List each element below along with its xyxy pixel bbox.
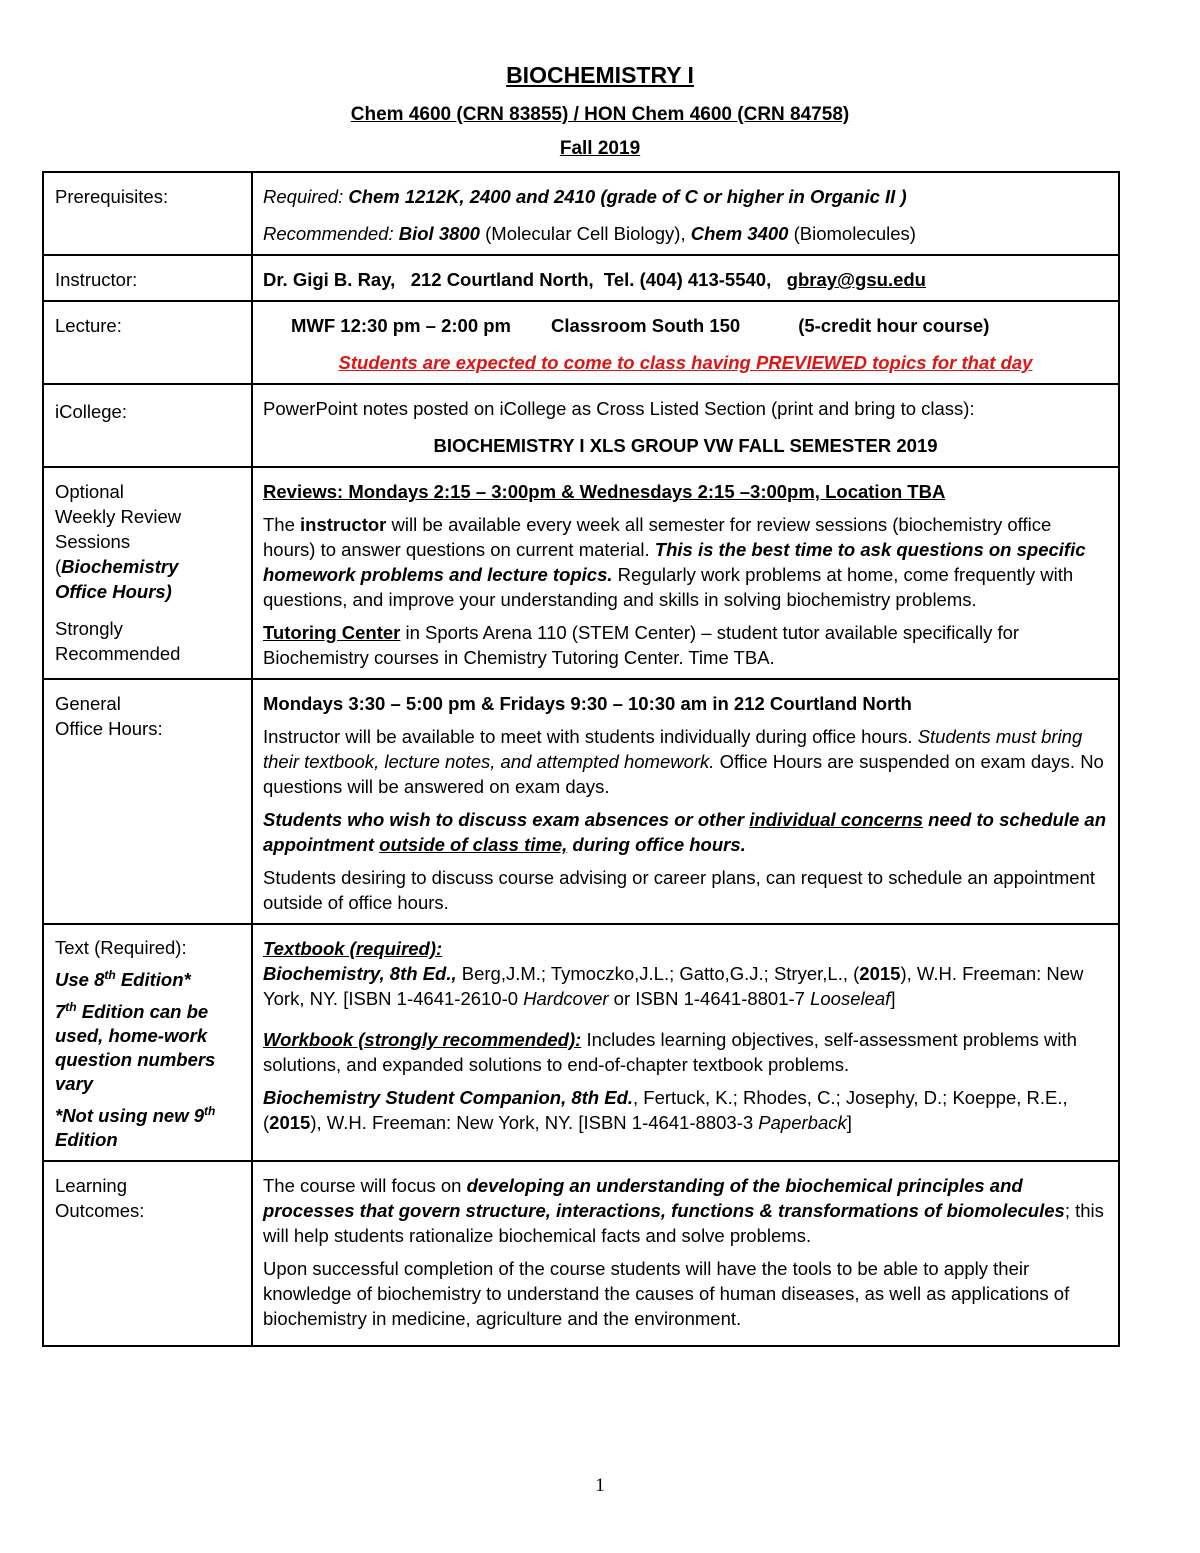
office-label — [43, 679, 252, 924]
text-label-3-sup: th — [65, 999, 77, 1014]
review-label-3: Sessions — [55, 531, 131, 552]
rec-biol: Biol 3800 — [398, 223, 480, 244]
icollege-text: PowerPoint notes posted on iCollege as Cross Listed Section (print and bring to class): — [263, 398, 975, 419]
textbook-looseleaf: Looseleaf — [810, 988, 891, 1009]
office-paragraph-3: Students desiring to discuss course advising or career plans, can request to schedule an appointment outside of office hours. — [263, 867, 1095, 913]
office-label-2: Office Hours: — [55, 718, 163, 739]
page-number: 1 — [595, 1475, 605, 1496]
review-label-2: Weekly Review — [55, 506, 182, 527]
review-p1-e: Regularly work problems at home, come frequently with questions, and improve your understanding and skills in solving biochemistry problems. — [263, 564, 1074, 610]
lecture-room: Classroom South 150 — [551, 315, 741, 336]
page-title: BIOCHEMISTRY I — [506, 62, 694, 88]
outcomes-p1-c: ; this will help students rationalize biochemical facts and solve problems. — [263, 1200, 1104, 1246]
office-p2-b: individual concerns — [749, 809, 924, 830]
lecture-content — [252, 301, 1119, 384]
rec-chem: Chem 3400 — [690, 223, 789, 244]
outcomes-label-1: Learning — [55, 1175, 128, 1196]
review-label-4-text: Biochemistry — [61, 556, 179, 577]
outcomes-row — [43, 1161, 1119, 1346]
companion-publisher: ), W.H. Freeman: New York, NY. [ISBN 1-4641-8803-3 — [310, 1112, 759, 1133]
companion-end: ] — [846, 1112, 852, 1133]
office-p2-d: outside of class time, — [379, 834, 568, 855]
office-p1-b: Students must bring their textbook, lecture notes, and attempted homework. — [263, 726, 1083, 772]
tutoring-center: Tutoring Center — [263, 622, 401, 643]
review-content — [252, 467, 1119, 679]
instructor-info: Dr. Gigi B. Ray, 212 Courtland North, Tel. (404) 413-5540, — [263, 269, 787, 290]
text-label-3 — [55, 1000, 242, 1096]
req-courses: Chem 1212K, 2400 and 2410 (grade of C or higher in Organic II ) — [348, 186, 907, 207]
office-paragraph-2 — [263, 807, 1108, 857]
rec-prefix: Recommended: — [263, 223, 399, 244]
prereq-required — [263, 184, 1108, 209]
text-content — [252, 924, 1119, 1161]
text-label-2-sup: th — [104, 967, 116, 982]
textbook-or: or ISBN 1-4641-8801-7 — [608, 988, 811, 1009]
icollege-section: BIOCHEMISTRY I XLS GROUP VW FALL SEMESTER 2019 — [433, 435, 938, 456]
companion-title: Biochemistry Student Companion, 8th Ed. — [263, 1087, 634, 1108]
icollege-row — [43, 384, 1119, 467]
review-row — [43, 467, 1119, 679]
text-label-3-b: Edition can be used, home-work question numbers vary — [55, 1001, 216, 1094]
companion-authors: , Fertuck, K.; Rhodes, C.; Josephy, D.; Koeppe, R.E., ( — [263, 1087, 1068, 1133]
office-paragraph-1 — [263, 724, 1108, 799]
review-p1-d: This is the best time to ask questions on specific homework problems and lecture topics. — [263, 539, 1086, 585]
review-p1-b: instructor — [300, 514, 387, 535]
instructor-content — [252, 255, 1119, 301]
office-content — [252, 679, 1119, 924]
instructor-email[interactable]: gbray@gsu.edu — [786, 269, 926, 290]
term: Fall 2019 — [559, 138, 641, 159]
outcomes-paragraph-1 — [263, 1173, 1108, 1248]
textbook-citation — [263, 961, 1108, 1011]
companion-paperback: Paperback — [758, 1112, 847, 1133]
lecture-credit: (5-credit hour course) — [798, 315, 990, 336]
text-label — [43, 924, 252, 1161]
text-label-4-a: *Not using new 9 — [55, 1105, 205, 1126]
review-p1-c: will be available every week all semester for review sessions (biochemistry office hours) to answer questions on current material. — [263, 514, 1052, 560]
textbook-end: ] — [890, 988, 896, 1009]
prereq-row — [43, 172, 1119, 255]
office-heading: Mondays 3:30 – 5:00 pm & Fridays 9:30 – 10:30 am in 212 Courtland North — [263, 693, 912, 714]
icollege-content — [252, 384, 1119, 467]
office-p1-c: Office Hours are suspended on exam days. No questions will be answered on exam days. — [263, 751, 1104, 797]
office-row — [43, 679, 1119, 924]
text-label-3-a: 7 — [55, 1001, 66, 1022]
review-label-6: Strongly — [55, 618, 123, 639]
office-label-1: General — [55, 693, 121, 714]
textbook-heading: Textbook (required): — [263, 938, 443, 959]
text-label-4 — [55, 1104, 242, 1152]
outcomes-paragraph-2: Upon successful completion of the course students will have the tools to be able to apply their knowledge of biochemistry to understand the causes of human diseases, as well as applications of biochemistry in medicine, agriculture and the environment. — [263, 1258, 1070, 1329]
review-paren: ( — [55, 556, 62, 577]
instructor-row — [43, 255, 1119, 301]
review-paragraph-1 — [263, 512, 1108, 612]
prereq-content — [252, 172, 1119, 255]
req-prefix: Required: — [263, 186, 349, 207]
office-p1-a: Instructor will be available to meet with students individually during office hours. — [263, 726, 913, 747]
review-label-4 — [55, 554, 242, 579]
lecture-note: Students are expected to come to class having PREVIEWED topics for that day — [338, 352, 1033, 373]
prereq-recommended — [263, 221, 1108, 246]
text-label-2 — [55, 968, 242, 992]
office-p2-a: Students who wish to discuss exam absences or other — [263, 809, 750, 830]
prereq-label: Prerequisites: — [43, 172, 252, 255]
outcomes-label-2: Outcomes: — [55, 1200, 145, 1221]
textbook-publisher: ), W.H. Freeman: New York, NY. [ISBN 1-4641-2610-0 — [263, 963, 1084, 1009]
outcomes-label — [43, 1161, 252, 1346]
rec-chem-desc: (Biomolecules) — [788, 223, 916, 244]
review-label-7: Recommended — [55, 643, 181, 664]
review-label-1: Optional — [55, 481, 124, 502]
text-label-4-b: Edition — [55, 1129, 118, 1150]
syllabus-table — [42, 171, 1120, 1347]
workbook-desc: Includes learning objectives, self-assessment problems with solutions, and expanded solutions to end-of-chapter textbook problems. — [263, 1029, 1077, 1075]
icollege-label: iCollege: — [43, 384, 252, 467]
review-label — [43, 467, 252, 679]
text-row — [43, 924, 1119, 1161]
textbook-title: Biochemistry, 8th Ed., — [263, 963, 457, 984]
office-p2-c: need to schedule an appointment — [263, 809, 1107, 855]
companion-citation — [263, 1085, 1108, 1135]
review-label-5: Office Hours) — [55, 581, 172, 602]
lecture-time: MWF 12:30 pm – 2:00 pm — [291, 315, 512, 336]
workbook-paragraph — [263, 1027, 1108, 1077]
workbook-heading: Workbook (strongly recommended): — [263, 1029, 582, 1050]
lecture-label: Lecture: — [43, 301, 252, 384]
textbook-year: 2015 — [859, 963, 901, 984]
lecture-schedule — [263, 313, 1108, 338]
review-paragraph-2 — [263, 620, 1108, 670]
review-p2-b: in Sports Arena 110 (STEM Center) – student tutor available specifically for Biochemistry courses in Chemistry Tutoring Center. Time TBA. — [263, 622, 1020, 668]
review-heading: Reviews: Mondays 2:15 – 3:00pm & Wednesdays 2:15 –3:00pm, Location TBA — [263, 481, 946, 502]
companion-year: 2015 — [269, 1112, 311, 1133]
review-p1-a: The — [263, 514, 301, 535]
outcomes-p1-b: developing an understanding of the biochemical principles and processes that govern structure, interactions, functions & transformations of biomolecules — [263, 1175, 1065, 1221]
text-label-4-sup: th — [204, 1103, 216, 1118]
text-label-2-a: Use 8 — [55, 969, 105, 990]
text-label-2-b: Edition* — [115, 969, 191, 990]
outcomes-p1-a: The course will focus on — [263, 1175, 467, 1196]
textbook-authors: Berg,J.M.; Tymoczko,J.L.; Gatto,G.J.; Stryer,L., ( — [456, 963, 860, 984]
instructor-label: Instructor: — [43, 255, 252, 301]
text-label-1: Text (Required): — [55, 937, 187, 958]
textbook-hardcover: Hardcover — [523, 988, 609, 1009]
course-numbers: Chem 4600 (CRN 83855) / HON Chem 4600 (CRN 84758) — [350, 104, 850, 125]
rec-biol-desc: (Molecular Cell Biology), — [479, 223, 691, 244]
outcomes-content — [252, 1161, 1119, 1346]
lecture-row — [43, 301, 1119, 384]
office-p2-e: during office hours. — [567, 834, 746, 855]
